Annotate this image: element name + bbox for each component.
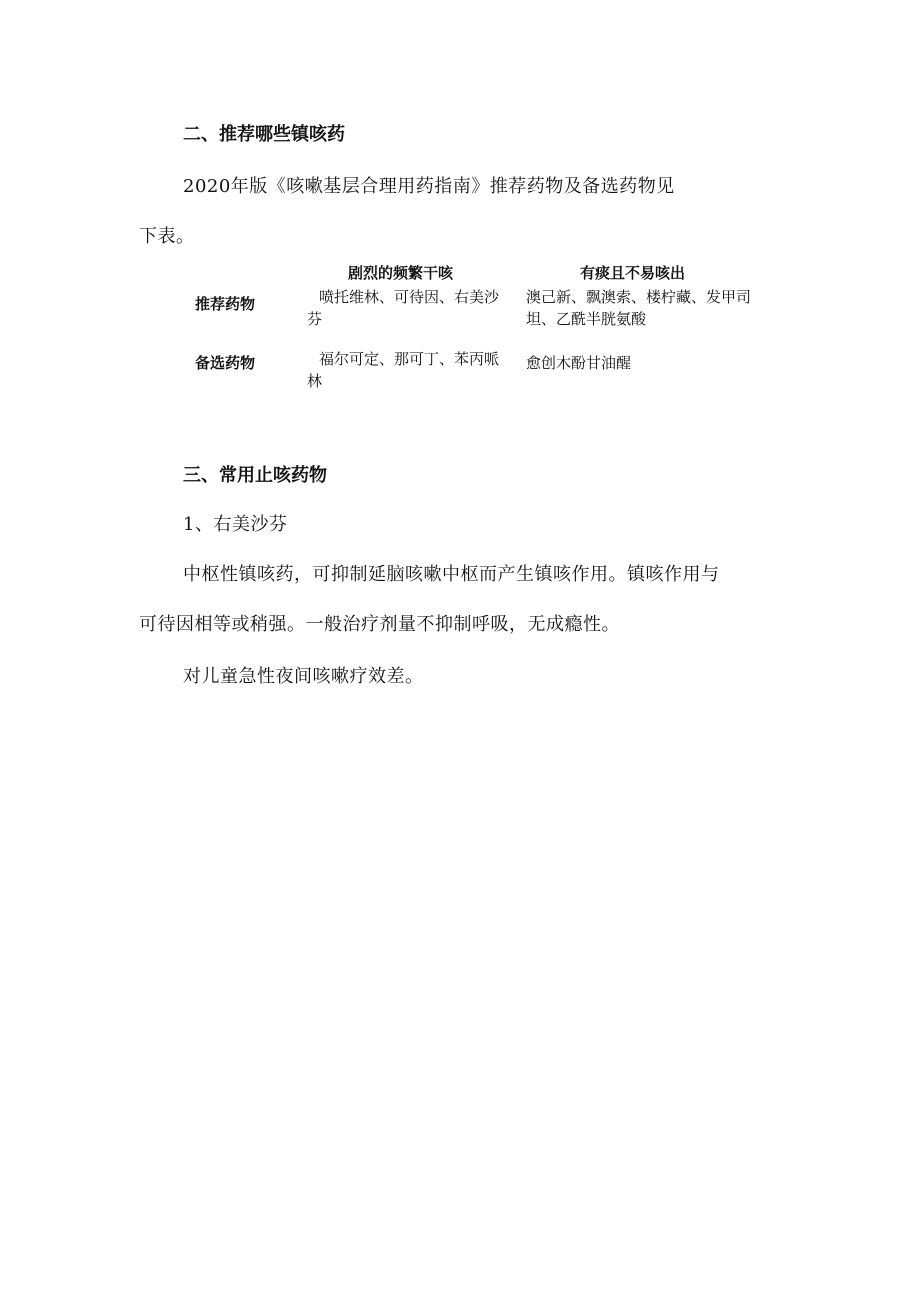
section-2-intro-line-1: 2020年版《咳嗽基层合理用药指南》推荐药物及备选药物见 bbox=[183, 176, 675, 197]
row-label-alternative: 备选药物 bbox=[195, 354, 256, 372]
table-cell-alternative-dry-cough: 福尔可定、那可丁、苯丙哌林 bbox=[307, 350, 500, 390]
section-2-intro-line-2: 下表。 bbox=[139, 226, 195, 247]
section-3-paragraph-1-line-2: 可待因相等或稍强。一般治疗剂量不抑制呼吸，无成瘾性。 bbox=[139, 614, 620, 635]
table-cell-recommended-phlegm: 澳己新、飘澳索、楼柠藏、发甲司坦、乙酰半胱氨酸 bbox=[526, 288, 752, 328]
section-3-paragraph-1-line-1: 中枢性镇咳药，可抑制延脑咳嗽中枢而产生镇咳作用。镇咳作用与 bbox=[183, 564, 720, 585]
column-header-dry-cough: 剧烈的频繁干咳 bbox=[348, 264, 454, 282]
table-cell-alternative-phlegm: 愈创木酚甘油醒 bbox=[526, 354, 632, 372]
row-label-recommended: 推荐药物 bbox=[195, 295, 256, 313]
section-3-paragraph-2: 对儿童急性夜间咳嗽疗效差。 bbox=[183, 666, 424, 687]
column-header-phlegm: 有痰且不易咳出 bbox=[580, 264, 686, 282]
section-3-subheading: 1、右美沙芬 bbox=[183, 514, 288, 535]
section-2-heading: 二、推荐哪些镇咳药 bbox=[183, 124, 345, 145]
section-3-heading: 三、常用止咳药物 bbox=[183, 465, 327, 486]
table-cell-recommended-dry-cough: 喷托维林、可待因、右美沙芬 bbox=[307, 288, 500, 328]
